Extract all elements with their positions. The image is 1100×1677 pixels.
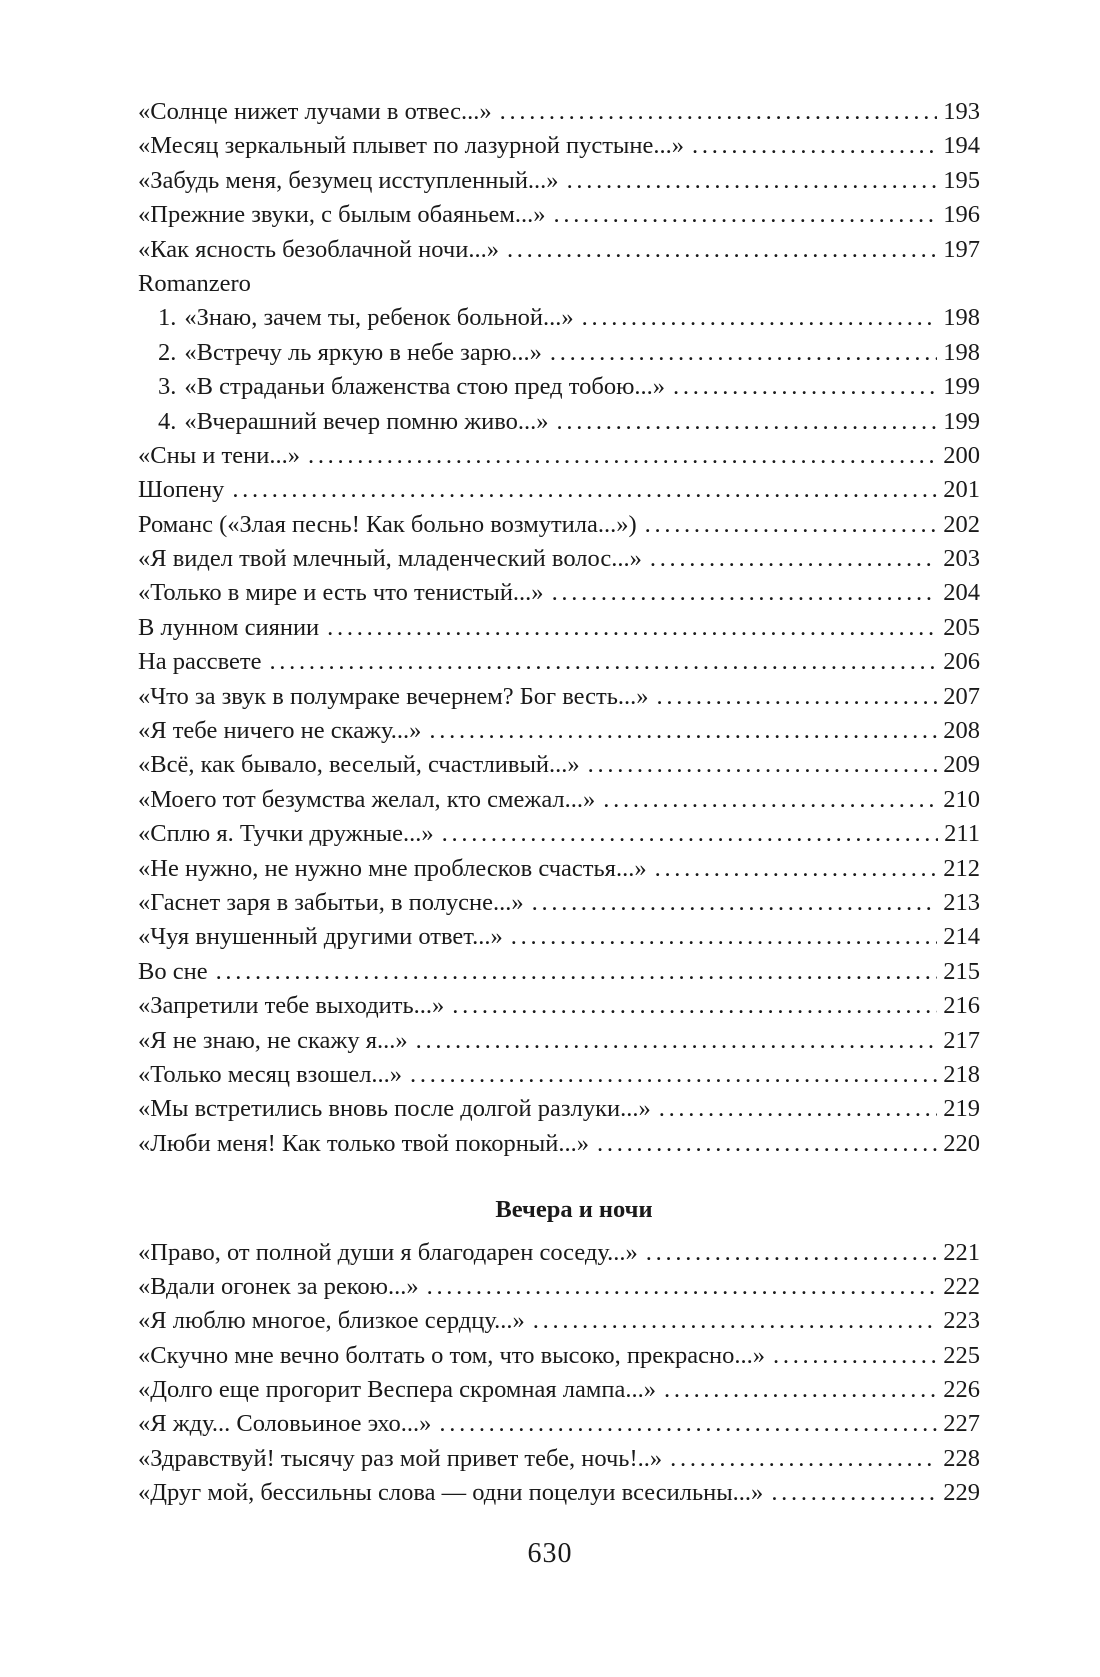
toc-entry — [138, 233, 980, 267]
entry-title: «Всё, как бывало, веселый, счастливый...» — [138, 751, 580, 779]
toc-entry — [138, 439, 980, 473]
toc-subentry — [138, 336, 980, 370]
entry-title: «Вчерашний вечер помню живо...» — [184, 407, 549, 435]
entry-title: «Я тебе ничего не скажу...» — [138, 717, 422, 745]
dot-leader — [657, 680, 938, 714]
entry-page: 202 — [943, 510, 980, 538]
entry-title: «Солнце нижет лучами в отвес...» — [138, 98, 492, 125]
entry-title: Романс («Злая песнь! Как больно возмутила...») — [138, 510, 637, 538]
entry-page: 197 — [943, 235, 980, 263]
entry-page: 201 — [943, 476, 980, 504]
entry-title: «Только в мире и есть что тенистый...» — [138, 579, 544, 607]
toc-entry — [138, 1092, 980, 1126]
dot-leader — [673, 370, 937, 404]
entry-page: 221 — [943, 1238, 980, 1266]
entry-title: «Моего тот безумства желал, кто смежал...» — [138, 785, 596, 813]
dot-leader — [442, 817, 939, 851]
dot-leader — [232, 473, 937, 507]
toc-entry — [138, 817, 980, 851]
entry-title: «Я видел твой млечный, младенческий волос...» — [138, 545, 642, 573]
dot-leader — [532, 886, 938, 920]
entry-title: «Что за звук в полумраке вечернем? Бог весть...» — [138, 682, 649, 710]
entry-page: 199 — [943, 407, 980, 435]
entry-title: На рассвете — [138, 648, 262, 676]
entry-page: 210 — [943, 785, 980, 813]
toc-entry — [138, 920, 980, 954]
entry-title: «Вдали огонек за рекою...» — [138, 1272, 419, 1300]
dot-leader — [216, 955, 938, 989]
entry-title: «Чуя внушенный другими ответ...» — [138, 923, 503, 951]
entry-title: «Долго еще прогорит Веспера скромная лампа...» — [138, 1376, 657, 1404]
entry-page: 216 — [943, 992, 980, 1020]
toc-entry — [138, 542, 980, 576]
subentry-number: 4. — [158, 407, 177, 435]
section-title: Вечера и ночи — [495, 1196, 653, 1224]
toc-entry — [138, 748, 980, 782]
dot-leader — [603, 783, 937, 817]
dot-leader — [511, 920, 937, 954]
dot-leader — [327, 611, 937, 645]
entry-title: «Гаснет заря в забытьи, в полусне...» — [138, 888, 524, 916]
toc-subentry — [138, 405, 980, 439]
entry-page: 228 — [943, 1444, 980, 1472]
toc-entry — [138, 989, 980, 1023]
entry-page: 215 — [943, 957, 980, 985]
table-of-contents — [138, 95, 980, 1511]
entry-page: 223 — [943, 1307, 980, 1335]
entry-page: 212 — [943, 854, 980, 882]
toc-entry — [138, 886, 980, 920]
entry-title: «Люби меня! Как только твой покорный...» — [138, 1129, 590, 1157]
entry-title: «Скучно мне вечно болтать о том, что высоко, прекрасно...» — [138, 1341, 765, 1369]
entry-title: «Мы встретились вновь после долгой разлуки...» — [138, 1095, 651, 1123]
entry-page: 222 — [943, 1272, 980, 1300]
entry-page: 214 — [943, 923, 980, 951]
entry-page: 204 — [943, 579, 980, 607]
dot-leader — [588, 748, 938, 782]
toc-entry — [138, 611, 980, 645]
toc-entry — [138, 1373, 980, 1407]
entry-title: «Я не знаю, не скажу я...» — [138, 1026, 408, 1054]
entry-page: 213 — [943, 888, 980, 916]
entry-page: 220 — [943, 1129, 980, 1157]
toc-entry — [138, 1476, 980, 1510]
entry-title: «Забудь меня, безумец исступленный...» — [138, 166, 559, 194]
dot-leader — [554, 198, 938, 232]
toc-entry — [138, 955, 980, 989]
toc-subentry — [138, 301, 980, 335]
entry-title: «Я жду... Соловьиное эхо...» — [138, 1410, 432, 1438]
toc-entry — [138, 1270, 980, 1304]
romanzero-heading: Romanzero — [138, 269, 251, 297]
entry-page: 195 — [943, 166, 980, 194]
toc-entry — [138, 1236, 980, 1270]
toc-entry — [138, 783, 980, 817]
toc-entry — [138, 129, 980, 163]
entry-title: «В страданьи блаженства стою пред тобою...» — [184, 373, 666, 401]
toc-entry — [138, 198, 980, 232]
toc-entry — [138, 645, 980, 679]
dot-leader — [670, 1442, 937, 1476]
dot-leader — [645, 508, 938, 542]
entry-page: 203 — [943, 545, 980, 573]
dot-leader — [773, 1339, 937, 1373]
entry-title: «Встречу ль яркую в небе зарю...» — [184, 338, 542, 366]
toc-entry — [138, 1442, 980, 1476]
toc-entry — [138, 852, 980, 886]
entry-page: 200 — [943, 441, 980, 469]
entry-page: 225 — [943, 1341, 980, 1369]
dot-leader — [308, 439, 937, 473]
dot-leader — [567, 164, 938, 198]
dot-leader — [429, 714, 937, 748]
entry-page: 208 — [943, 717, 980, 745]
entry-title: «Сплю я. Тучки дружные...» — [138, 820, 434, 848]
dot-leader — [500, 95, 938, 129]
entry-title: «Месяц зеркальный плывет по лазурной пустыне...» — [138, 132, 684, 160]
entry-title: «Знаю, зачем ты, ребенок больной...» — [184, 304, 574, 332]
entry-page: 217 — [943, 1026, 980, 1054]
dot-leader — [582, 301, 938, 335]
entry-title: «Только месяц взошел...» — [138, 1060, 403, 1088]
dot-leader — [557, 405, 938, 439]
dot-leader — [427, 1270, 938, 1304]
subentry-number: 2. — [158, 338, 177, 366]
dot-leader — [597, 1127, 937, 1161]
dot-leader — [655, 852, 938, 886]
dot-leader — [692, 129, 937, 163]
entry-title: «Запретили тебе выходить...» — [138, 992, 445, 1020]
toc-entry — [138, 1407, 980, 1441]
dot-leader — [659, 1092, 938, 1126]
dot-leader — [646, 1236, 937, 1270]
dot-leader — [452, 989, 937, 1023]
toc-entry — [138, 1304, 980, 1338]
dot-leader — [410, 1058, 937, 1092]
dot-leader — [269, 645, 937, 679]
toc-entry — [138, 473, 980, 507]
entry-title: «Право, от полной души я благодарен соседу...» — [138, 1238, 638, 1266]
toc-entry — [138, 1127, 980, 1161]
toc-subentry — [138, 370, 980, 404]
entry-title: Шопену — [138, 476, 225, 504]
entry-title: «Друг мой, бессильны слова — одни поцелуи всесильны...» — [138, 1479, 764, 1507]
toc-entry — [138, 714, 980, 748]
entry-page: 194 — [943, 132, 980, 160]
subentry-number: 1. — [158, 304, 177, 332]
page-number: 630 — [527, 1538, 573, 1569]
dot-leader — [650, 542, 937, 576]
dot-leader — [550, 336, 937, 370]
entry-page: 205 — [943, 613, 980, 641]
dot-leader — [439, 1407, 937, 1441]
entry-page: 209 — [943, 751, 980, 779]
dot-leader — [416, 1024, 938, 1058]
entry-page: 198 — [943, 338, 980, 366]
toc-entry — [138, 95, 980, 129]
entry-title: «Я люблю многое, близкое сердцу...» — [138, 1307, 525, 1335]
toc-entry — [138, 1058, 980, 1092]
entry-page: 211 — [944, 820, 980, 848]
entry-title: «Прежние звуки, с былым обаяньем...» — [138, 201, 546, 229]
entry-page: 219 — [943, 1095, 980, 1123]
toc-entry — [138, 1024, 980, 1058]
entry-page: 199 — [943, 373, 980, 401]
subentry-number: 3. — [158, 373, 177, 401]
entry-title: «Здравствуй! тысячу раз мой привет тебе, ночь!..» — [138, 1444, 663, 1472]
entry-title: «Сны и тени...» — [138, 441, 300, 469]
toc-entry — [138, 1339, 980, 1373]
entry-page: 196 — [943, 201, 980, 229]
dot-leader — [507, 233, 937, 267]
entry-page: 229 — [943, 1479, 980, 1507]
entry-title: В лунном сиянии — [138, 613, 320, 641]
entry-title: «Не нужно, не нужно мне проблесков счастья...» — [138, 854, 647, 882]
toc-entry — [138, 680, 980, 714]
toc-entry — [138, 508, 980, 542]
entry-page: 198 — [943, 304, 980, 332]
entry-page: 226 — [943, 1376, 980, 1404]
toc-entry — [138, 576, 980, 610]
entry-page: 218 — [943, 1060, 980, 1088]
toc-entry — [138, 164, 980, 198]
dot-leader — [771, 1476, 937, 1510]
entry-page: 227 — [943, 1410, 980, 1438]
entry-page: 193 — [943, 98, 980, 125]
dot-leader — [552, 576, 938, 610]
entry-page: 206 — [943, 648, 980, 676]
dot-leader — [533, 1304, 937, 1338]
entry-page: 207 — [943, 682, 980, 710]
entry-title: Во сне — [138, 957, 208, 985]
dot-leader — [664, 1373, 937, 1407]
entry-title: «Как ясность безоблачной ночи...» — [138, 235, 499, 263]
